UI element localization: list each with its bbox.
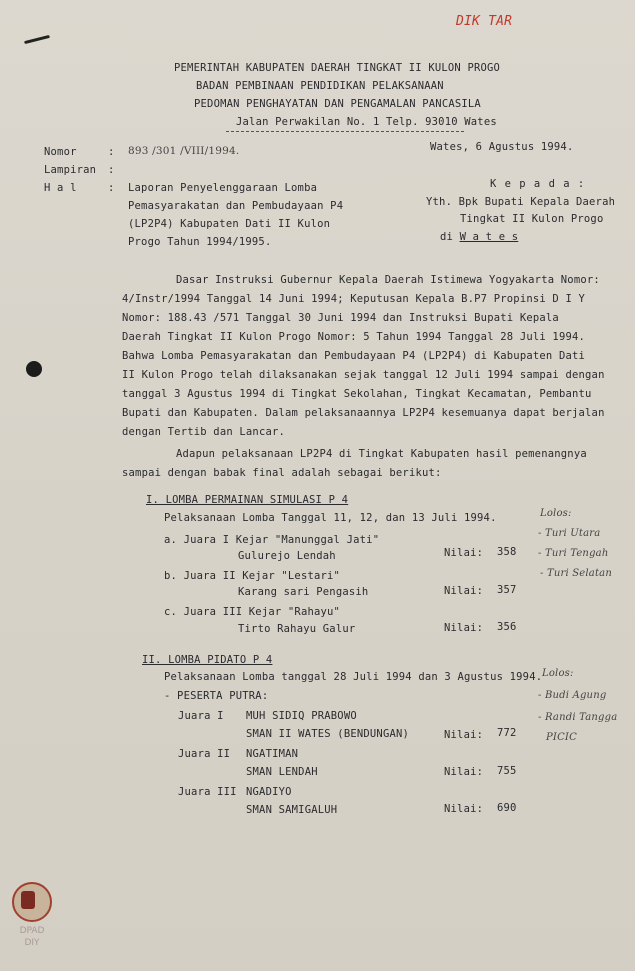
header-line-1: PEMERINTAH KABUPATEN DAERAH TINGKAT II KULON PROGO [174,62,501,74]
score: 358 [497,546,517,558]
handwritten-note: - Turi Selatan [540,568,612,579]
nomor-value: 893 /301 /VIII/1994. [128,145,240,157]
recipient-line-1: Yth. Bpk Bupati Kepala Daerah [426,196,616,208]
section-2-name: NGADIYO [246,786,292,798]
section-1-entry-place: Karang sari Pengasih [238,586,369,598]
hal-line: (LP2P4) Kabupaten Dati II Kulon [128,218,331,230]
body-line: Bahwa Lomba Pemasyarakatan dan Pembudayaan P4 (LP2P4) di Kabupaten Dati [122,350,586,362]
section-2-date: Pelaksanaan Lomba tanggal 28 Juli 1994 dan 3 Agustus 1994. [164,671,543,683]
header-line-3: PEDOMAN PENGHAYATAN DAN PENGAMALAN PANCASILA [194,98,481,110]
section-1-entry-rank: c. Juara III Kejar "Rahayu" [164,606,341,618]
section-2-name: NGATIMAN [246,748,299,760]
kepada-label: K e p a d a : [490,178,586,190]
header-divider [226,131,464,132]
section-1-entry-place: Gulurejo Lendah [238,550,336,562]
pen-mark [24,35,50,44]
section-1-entry-rank: a. Juara I Kejar "Manunggal Jati" [164,534,380,546]
logo-text: DPAD [19,926,45,936]
body-line: Daerah Tingkat II Kulon Progo Nomor: 5 Tahun 1994 Tanggal 28 Juli 1994. [122,331,586,343]
handwritten-note: - Turi Utara [538,528,601,539]
handwritten-note: Lolos: [540,508,572,519]
recipient-prefix: di [440,231,460,243]
recipient-place: W a t e s [459,231,519,243]
nilai-label: Nilai: [444,622,484,634]
lampiran-label: Lampiran [44,164,97,176]
hal-line: Pemasyarakatan dan Pembudayaan P4 [128,200,344,212]
place-date: Wates, 6 Agustus 1994. [430,141,574,153]
body-line: Bupati dan Kabupaten. Dalam pelaksanaannya LP2P4 kesemuanya dapat berjalan [122,407,605,419]
recipient-line-2: Tingkat II Kulon Progo [460,213,604,225]
score: 755 [497,765,517,777]
body-line: tanggal 3 Agustus 1994 di Tingkat Sekolahan, Tingkat Kecamatan, Pembantu [122,388,592,400]
section-1-title: I. LOMBA PERMAINAN SIMULASI P 4 [146,494,349,506]
body-line: Adapun pelaksanaan LP2P4 di Tingkat Kabupaten hasil pemenangnya [176,448,587,460]
recipient-line-3 [440,231,518,243]
section-1-entry-rank: b. Juara II Kejar "Lestari" [164,570,341,582]
score: 690 [497,802,517,814]
hal-line: Progo Tahun 1994/1995. [128,236,272,248]
section-1-entry-place: Tirto Rahayu Galur [238,623,356,635]
section-2-juara: Juara III [178,786,237,798]
nilai-label: Nilai: [444,547,484,559]
section-2-juara: Juara II [178,748,231,760]
nilai-label: Nilai: [444,803,484,815]
section-2-title: II. LOMBA PIDATO P 4 [142,654,273,666]
handwritten-note: - Budi Agung [538,690,607,701]
nomor-label: Nomor [44,146,77,158]
hal-colon: : [108,182,115,194]
handwritten-note: PICIC [546,732,577,743]
section-2-school: SMAN SAMIGALUH [246,804,338,816]
body-line: dengan Tertib dan Lancar. [122,426,286,438]
header-line-2: BADAN PEMBINAAN PENDIDIKAN PELAKSANAAN [196,80,444,92]
logo-emblem [21,891,35,909]
body-line: 4/Instr/1994 Tanggal 14 Juni 1994; Keputusan Kepala B.P7 Propinsi D I Y [122,293,586,305]
section-1-date: Pelaksanaan Lomba Tanggal 11, 12, dan 13 Juli 1994. [164,512,497,524]
nilai-label: Nilai: [444,585,484,597]
nilai-label: Nilai: [444,766,484,778]
hal-label: H a l [44,182,77,194]
body-line: Dasar Instruksi Gubernur Kepala Daerah Istimewa Yogyakarta Nomor: [176,274,600,286]
score: 357 [497,584,517,596]
body-line: sampai dengan babak final adalah sebagai berikut: [122,467,442,479]
body-line: II Kulon Progo telah dilaksanakan sejak tanggal 12 Juli 1994 sampai dengan [122,369,605,381]
logo-text: DIY [24,938,40,948]
section-2-name: MUH SIDIQ PRABOWO [246,710,357,722]
section-2-juara: Juara I [178,710,224,722]
handwritten-note: - Randi Tangga [538,712,618,723]
body-line: Nomor: 188.43 /571 Tanggal 30 Juni 1994 dan Instruksi Bupati Kepala [122,312,559,324]
score: 356 [497,621,517,633]
header-address: Jalan Perwakilan No. 1 Telp. 93010 Wates [236,116,497,128]
handwritten-note: Lolos: [542,668,574,679]
section-2-school: SMAN II WATES (BENDUNGAN) [246,728,410,740]
section-2-school: SMAN LENDAH [246,766,318,778]
nomor-colon: : [108,146,115,158]
punch-hole [26,361,42,377]
lampiran-colon: : [108,164,115,176]
score: 772 [497,727,517,739]
nilai-label: Nilai: [444,729,484,741]
hal-line: Laporan Penyelenggaraan Lomba [128,182,318,194]
section-2-group: - PESERTA PUTRA: [164,690,269,702]
corner-note: DIK TAR [456,14,513,29]
archive-logo [8,882,56,954]
handwritten-note: - Turi Tengah [538,548,609,559]
